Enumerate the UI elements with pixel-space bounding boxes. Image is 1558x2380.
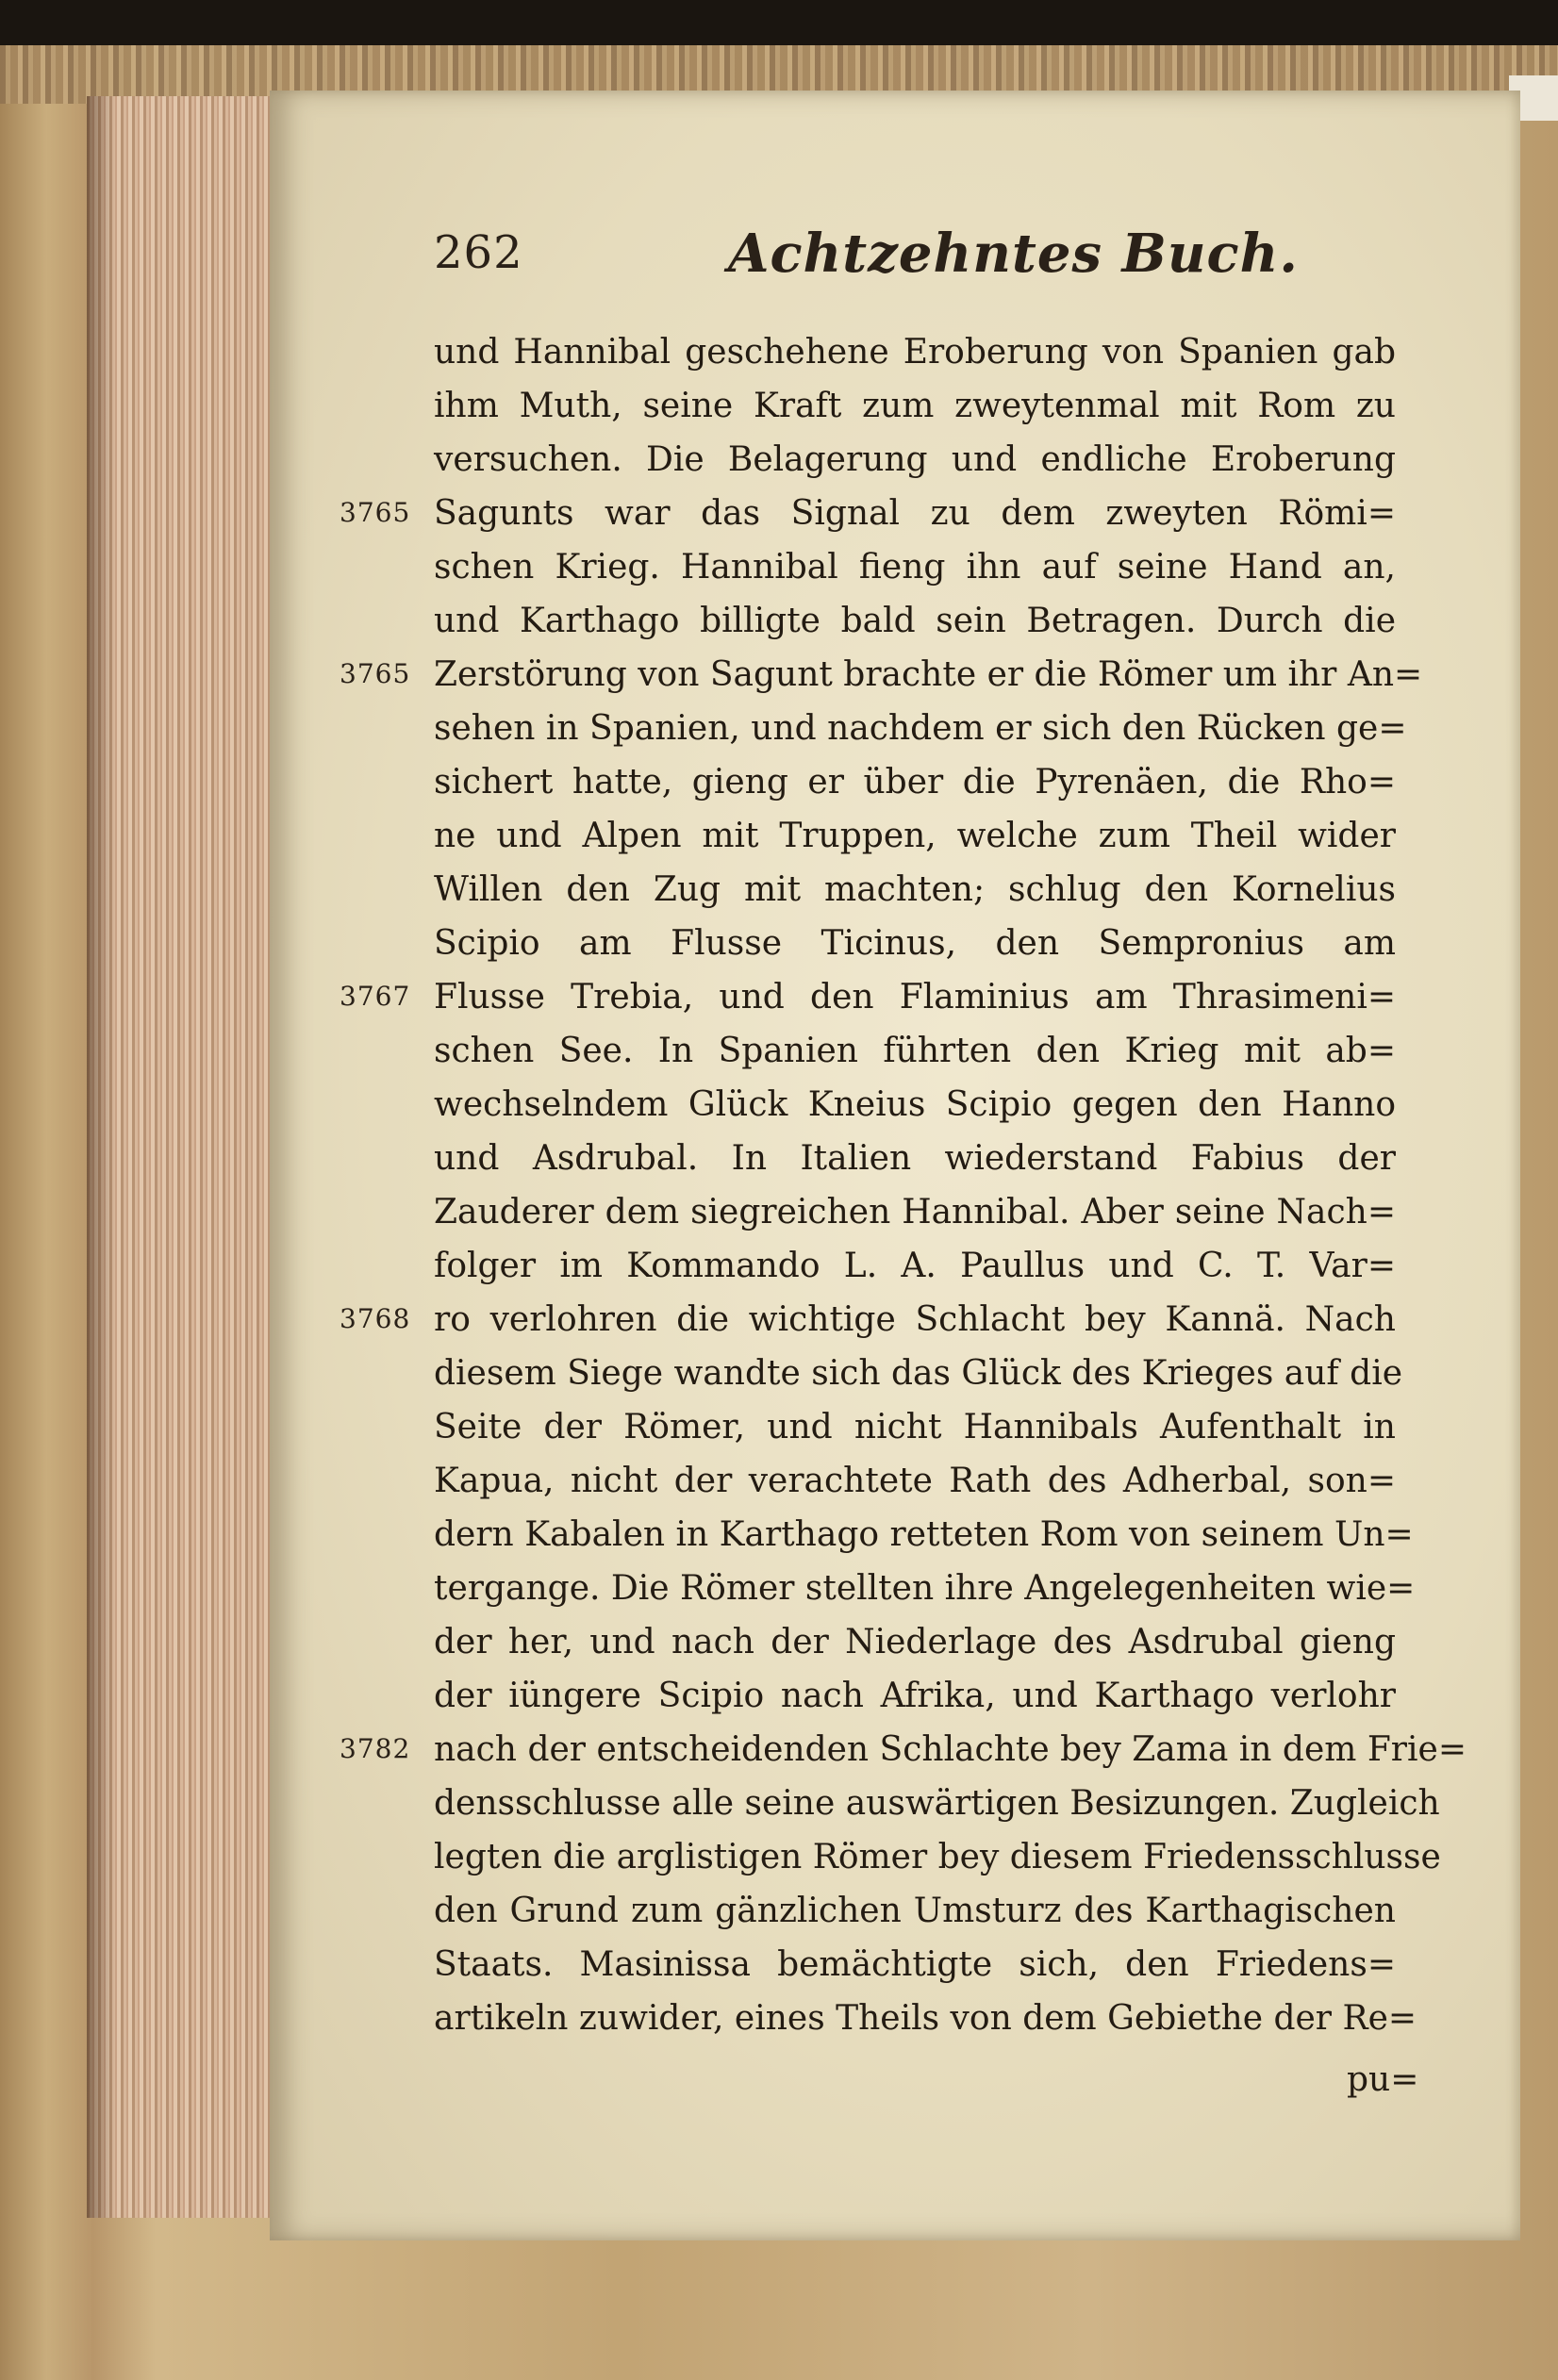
text-line: tergange. Die Römer stellten ihre Angelegenheiten wie= bbox=[434, 1569, 1416, 1608]
text-line: diesem Siege wandte sich das Glück des Krieges auf die bbox=[434, 1354, 1403, 1393]
text-line: nach der entscheidenden Schlachte bey Zama in dem Frie= bbox=[434, 1730, 1467, 1769]
text-line: folger im Kommando L. A. Paullus und C. T. Var= bbox=[434, 1247, 1396, 1285]
margin-year: 3768 bbox=[340, 1303, 411, 1334]
margin-year: 3782 bbox=[340, 1733, 411, 1764]
text-line: und Karthago billigte bald sein Betragen. Durch die bbox=[434, 602, 1396, 640]
text-line: der iüngere Scipio nach Afrika, und Karthago verlohr bbox=[434, 1677, 1396, 1715]
text-line: sichert hatte, gieng er über die Pyrenäen, die Rho= bbox=[434, 763, 1396, 802]
margin-year: 3765 bbox=[340, 497, 411, 528]
text-line: Kapua, nicht der verachtete Rath des Adherbal, son= bbox=[434, 1462, 1396, 1500]
text-line: Scipio am Flusse Ticinus, den Sempronius am bbox=[434, 924, 1396, 963]
page-edges bbox=[87, 96, 275, 2218]
text-line: Staats. Masinissa bemächtigte sich, den Friedens= bbox=[434, 1945, 1396, 1984]
text-line: artikeln zuwider, eines Theils von dem Gebiethe der Re= bbox=[434, 1999, 1417, 2038]
text-line: den Grund zum gänzlichen Umsturz des Karthagischen bbox=[434, 1892, 1396, 1930]
margin-year: 3765 bbox=[340, 658, 411, 689]
text-line: der her, und nach der Niederlage des Asdrubal gieng bbox=[434, 1623, 1396, 1661]
running-head: Achtzehntes Buch. bbox=[728, 223, 1299, 285]
text-line: dern Kabalen in Karthago retteten Rom von seinem Un= bbox=[434, 1515, 1414, 1554]
text-line: und Hannibal geschehene Eroberung von Spanien gab bbox=[434, 333, 1396, 372]
page-edges-shadow bbox=[87, 96, 115, 2218]
text-line: Seite der Römer, und nicht Hannibals Aufenthalt in bbox=[434, 1408, 1396, 1446]
catchword: pu= bbox=[1347, 2060, 1419, 2099]
text-line: schen See. In Spanien führten den Krieg mit ab= bbox=[434, 1032, 1396, 1070]
text-line: ihm Muth, seine Kraft zum zweytenmal mit Rom zu bbox=[434, 387, 1396, 425]
page-header bbox=[434, 223, 1445, 292]
text-line: sehen in Spanien, und nachdem er sich den Rücken ge= bbox=[434, 709, 1407, 748]
page-number: 262 bbox=[434, 226, 523, 279]
text-line: Zauderer dem siegreichen Hannibal. Aber seine Nach= bbox=[434, 1193, 1396, 1231]
text-line: ro verlohren die wichtige Schlacht bey Kannä. Nach bbox=[434, 1300, 1396, 1339]
text-line: legten die arglistigen Römer bey diesem Friedensschlusse bbox=[434, 1838, 1441, 1876]
text-line: versuchen. Die Belagerung und endliche Eroberung bbox=[434, 440, 1396, 479]
body-text bbox=[434, 325, 1467, 2045]
text-line: und Asdrubal. In Italien wiederstand Fabius der bbox=[434, 1139, 1396, 1178]
text-line: Zerstörung von Sagunt brachte er die Römer um ihr An= bbox=[434, 655, 1423, 694]
margin-year: 3767 bbox=[340, 981, 411, 1012]
text-line: Willen den Zug mit machten; schlug den Kornelius bbox=[434, 870, 1396, 909]
text-line: wechselndem Glück Kneius Scipio gegen den Hanno bbox=[434, 1085, 1396, 1124]
text-line: schen Krieg. Hannibal fieng ihn auf seine Hand an, bbox=[434, 548, 1396, 587]
text-line: densschlusse alle seine auswärtigen Besizungen. Zugleich bbox=[434, 1784, 1440, 1823]
text-line: Flusse Trebia, und den Flaminius am Thrasimeni= bbox=[434, 978, 1396, 1016]
text-line: ne und Alpen mit Truppen, welche zum Theil wider bbox=[434, 817, 1396, 855]
text-line: Sagunts war das Signal zu dem zweyten Römi= bbox=[434, 494, 1396, 533]
